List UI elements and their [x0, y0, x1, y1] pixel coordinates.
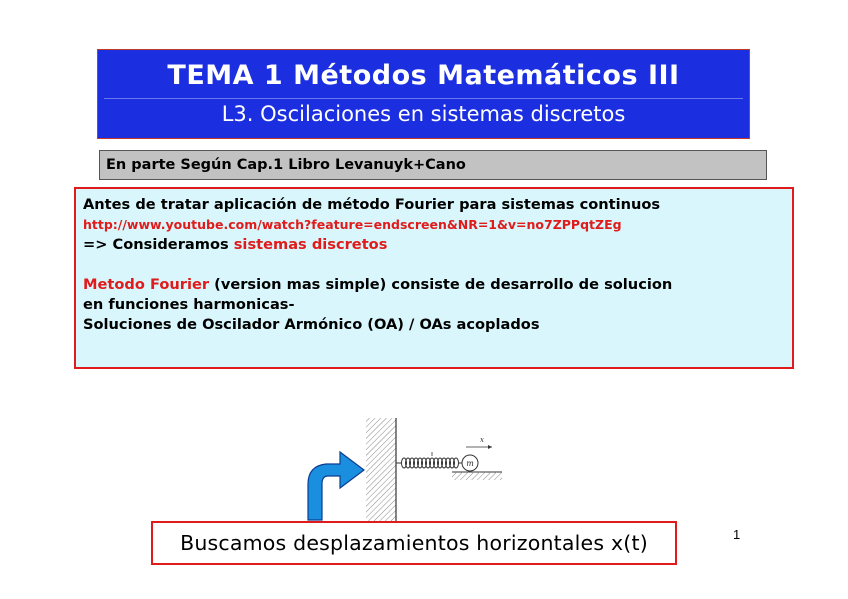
content-line-3-prefix: => Consideramos — [83, 236, 234, 253]
discrete-systems-highlight: sistemas discretos — [233, 236, 388, 253]
x-label: x — [480, 436, 484, 444]
wall-hatch — [366, 418, 396, 526]
spring-icon — [396, 458, 462, 468]
mass-label: m — [466, 459, 474, 468]
fourier-method-highlight: Metodo Fourier — [83, 276, 210, 293]
x-arrow-head — [488, 445, 492, 449]
title-divider — [104, 98, 743, 99]
floor-hatch — [452, 472, 502, 480]
content-box — [74, 187, 794, 369]
content-line-6: Soluciones de Oscilador Armónico (OA) / OAs acoplados — [83, 316, 540, 333]
title-banner — [97, 49, 750, 139]
content-line-3 — [83, 235, 792, 255]
content-line-1: Antes de tratar aplicación de método Fourier para sistemas continuos — [83, 196, 661, 213]
caption-box: Buscamos desplazamientos horizontales x(t) — [151, 521, 677, 565]
slide-title: TEMA 1 Métodos Matemáticos III — [167, 60, 680, 91]
source-note: En parte Según Cap.1 Libro Levanuyk+Cano — [99, 150, 767, 180]
spring-mass-figure — [296, 412, 506, 532]
video-link[interactable]: http://www.youtube.com/watch?feature=endscreen&NR=1&v=no7ZPPqtZEg — [83, 217, 622, 232]
content-line-4-rest: (version mas simple) consiste de desarrollo de solucion — [209, 276, 673, 293]
content-spacer — [83, 255, 792, 275]
content-line-4 — [83, 275, 792, 295]
content-line-5: en funciones harmonicas- — [83, 296, 295, 313]
curved-arrow-icon — [308, 452, 364, 520]
slide-subtitle: L3. Oscilaciones en sistemas discretos — [221, 102, 626, 126]
page-number: 1 — [733, 527, 741, 542]
